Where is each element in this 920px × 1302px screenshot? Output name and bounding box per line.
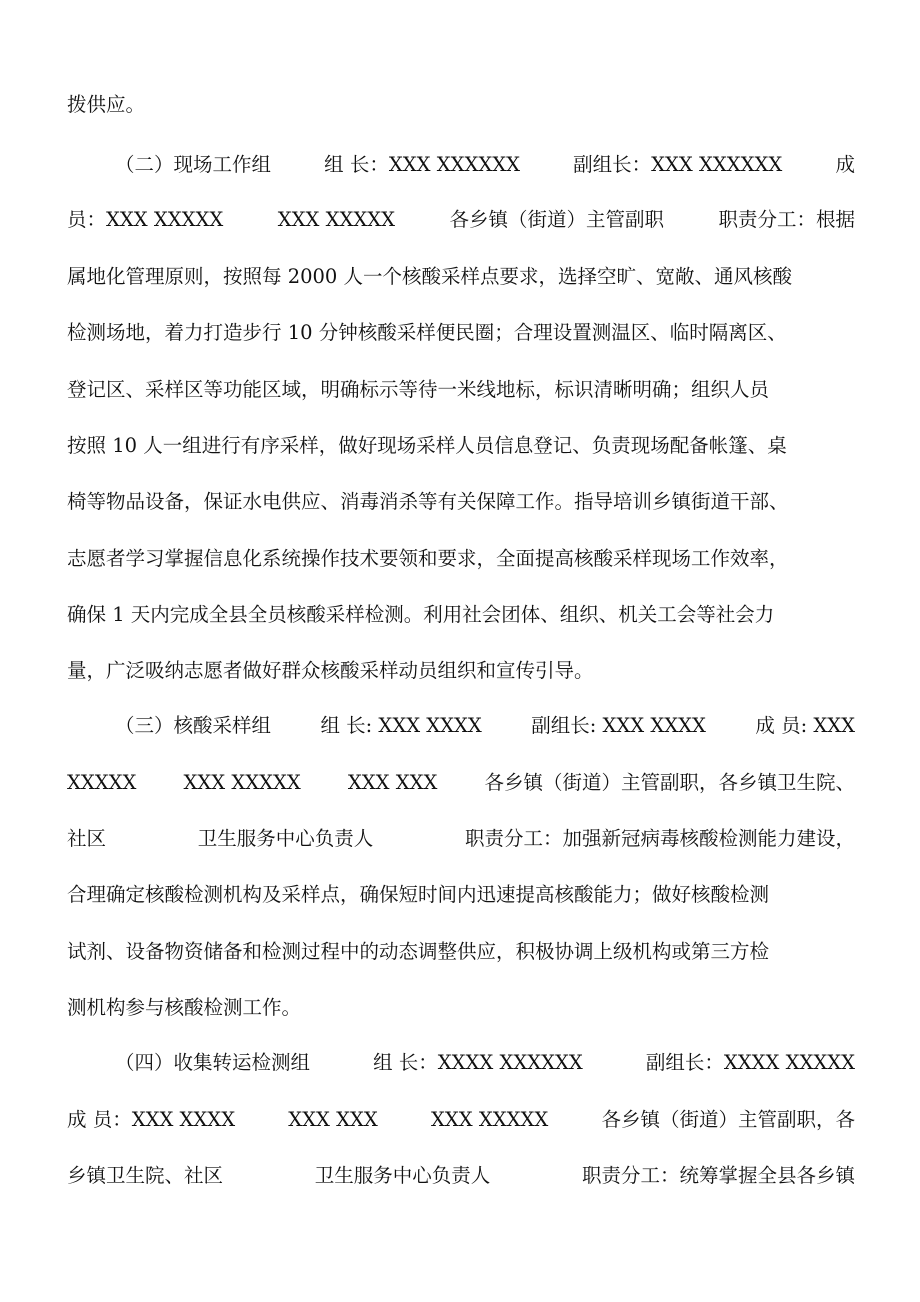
text-segment: 组 长：XXX XXXXXX [324,153,521,176]
text-segment: 社区 [67,827,107,850]
text-segment: 测机构参与核酸检测工作。 [67,996,302,1019]
text-segment: XXX XXXXX [430,1108,549,1131]
section-heading-line [115,150,855,180]
section-title: （二）现场工作组 [115,153,272,176]
text-line [67,375,855,405]
text-segment: 各乡镇（街道）主管副职，各 [601,1108,855,1131]
text-segment: 按照 10 人一组进行有序采样，做好现场采样人员信息登记、负责现场配备帐篷、桌 [67,434,787,457]
section-heading-line [115,1048,855,1078]
text-segment: XXX XXX [347,771,438,794]
section-title: （四）收集转运检测组 [115,1051,311,1074]
text-segment: 合理确定核酸检测机构及采样点，确保短时间内迅速提高核酸能力；做好核酸检测 [67,883,770,906]
text-segment: XXX XXXXX [183,771,301,794]
text-segment: 组 长: XXX XXXX [320,714,482,737]
text-line [67,656,594,686]
text-line [67,544,855,574]
section-title: （三）核酸采样组 [115,714,272,737]
text-segment: 员：XXX XXXXX [67,208,224,231]
text-segment: 卫生服务中心负责人 [314,1164,491,1187]
text-segment: 志愿者学习掌握信息化系统操作技术要领和要求，全面提高核酸采样现场工作效率， [67,547,789,570]
text-segment: 确保 1 天内完成全县全员核酸采样检测。利用社会团体、组织、机关工会等社会力 [67,603,775,626]
text-segment: 卫生服务中心负责人 [197,827,374,850]
text-segment: XXX XXXXX [277,208,395,231]
text-line [67,880,855,910]
text-line [67,431,855,461]
text-segment: 副组长: XXX XXXX [531,714,706,737]
text-line [67,1161,855,1191]
text-segment: 属地化管理原则，按照每 2000 人一个核酸采样点要求，选择空旷、宽敞、通风核酸 [67,265,793,288]
text-line [67,262,855,292]
text-segment: 成 [835,153,855,176]
text-segment: 乡镇卫生院、社区 [67,1164,224,1187]
text-segment: 副组长：XXXX XXXXX [645,1051,855,1074]
text-line [67,937,855,967]
text-segment: 副组长：XXX XXXXXX [573,153,783,176]
text-segment: 职责分工：统筹掌握全县各乡镇 [581,1164,855,1187]
text-segment: 椅等物品设备，保证水电供应、消毒消杀等有关保障工作。指导培训乡镇街道干部、 [67,490,789,513]
text-segment: 登记区、采样区等功能区域，明确标示等待一米线地标，标识清晰明确；组织人员 [67,378,770,401]
text-line [67,1105,855,1135]
text-line [67,318,855,348]
text-line [67,993,301,1023]
text-segment: 试剂、设备物资储备和检测过程中的动态调整供应，积极协调上级机构或第三方检 [67,940,770,963]
text-line [67,600,855,630]
text-segment: 各乡镇（街道）主管副职 [449,208,664,231]
text-line [67,205,855,235]
text-segment: 组 长：XXXX XXXXXX [373,1051,583,1074]
text-segment: 职责分工：加强新冠病毒核酸检测能力建设， [464,827,855,850]
text-segment: 成 员: XXX [755,714,855,737]
text-line [67,90,145,120]
section-heading-line [115,711,855,741]
text-line [67,768,855,798]
text-segment: 职责分工：根据 [718,208,855,231]
text-segment: XXX XXX [288,1108,378,1131]
text-segment: 各乡镇（街道）主管副职，各乡镇卫生院、 [484,771,855,794]
text-segment: 成 员：XXX XXXX [67,1108,236,1131]
text-segment: XXXXX [67,771,137,794]
text-segment: 量，广泛吸纳志愿者做好群众核酸采样动员组织和宣传引导。 [67,659,594,682]
text-segment: 检测场地，着力打造步行 10 分钟核酸采样便民圈；合理设置测温区、临时隔离区、 [67,321,787,344]
text-segment: 拨供应。 [67,93,146,116]
text-line [67,824,855,854]
text-line [67,487,855,517]
